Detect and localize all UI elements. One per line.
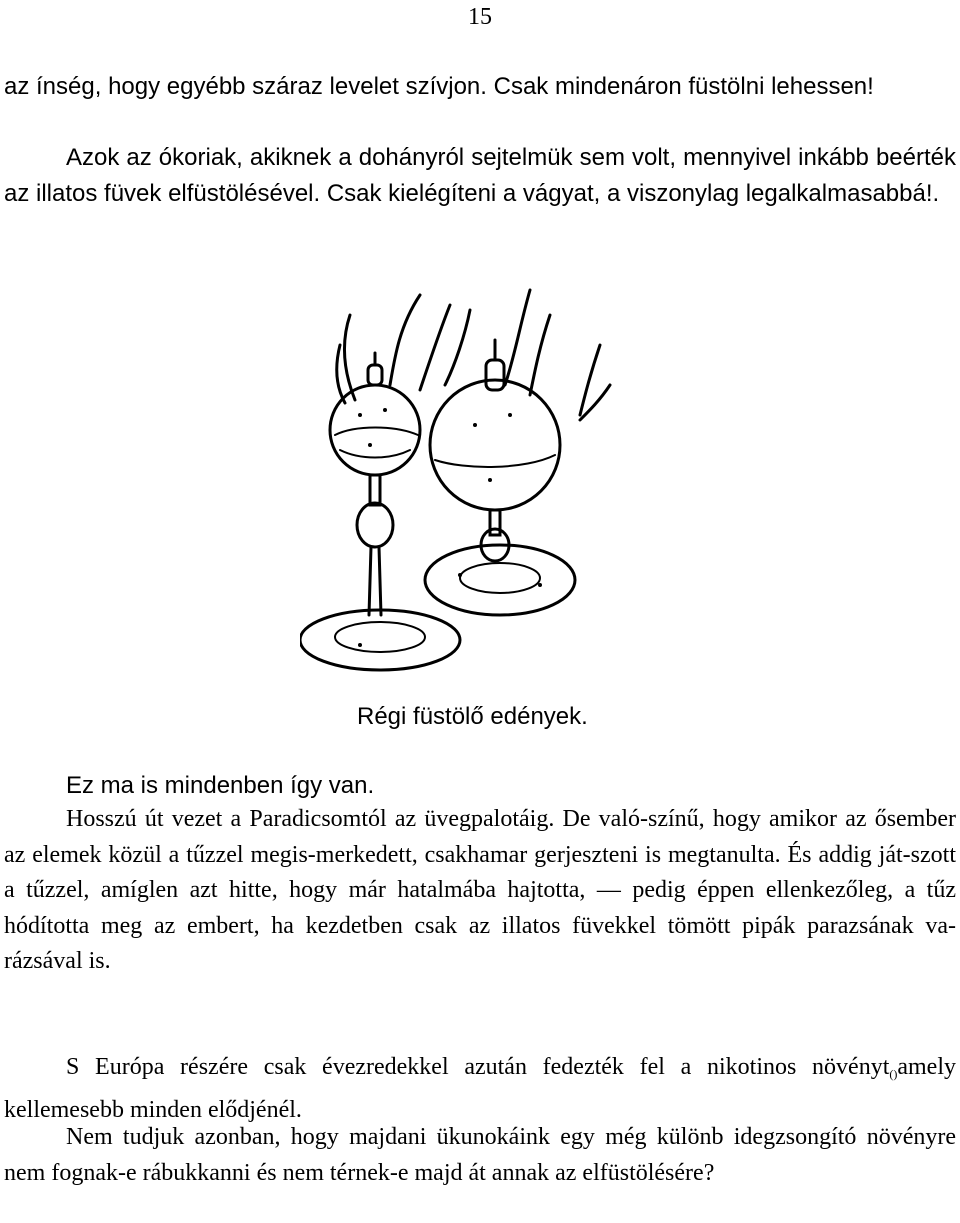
paragraph-5-tail: amely kellemesebb minden elődjénél. <box>4 1054 956 1123</box>
paragraph-5-lead: S Európa részére csak évezredekkel azután fedezték fel a nikotinos növényt <box>66 1054 890 1080</box>
paragraph-intro-1: az ínség, hogy egyébb száraz levelet szívjon. Csak mindenáron füstölni lehessen! <box>4 73 874 100</box>
paragraph-intro-2: Azok az ókoriak, akiknek a dohányról sejtelmük sem volt, mennyivel inkább beérték az illatos füvek elfüstölésével. Csak kielégíteni a vágyat, a viszonylag legalkalmasabbá!. <box>4 144 956 207</box>
incense-vessels-illustration <box>300 285 620 695</box>
figure-caption: Régi füstölő edények. <box>357 703 588 730</box>
page-number: 15 <box>468 4 492 30</box>
paragraph-3: Ez ma is mindenben így van. <box>66 772 375 799</box>
paragraph-5 <box>4 1050 956 1128</box>
paragraph-5-mark: () <box>889 1067 898 1081</box>
paragraph-4: Hosszú út vezet a Paradicsomtól az üvegpalotáig. De való-színű, hogy amikor az ősember az elemek közül a tűzzel megis-merkedett, csakhamar gerjeszteni is megtanulta. És addig ját-szott a tűzzel, amíglen azt hitte, hogy már hatalmába hajtotta, — pedig éppen ellenkezőleg, a tűz hódította meg az embert, ha kezdetben csak az illatos füvekkel tömött pipák parazsának va-rázsával is. <box>4 806 956 974</box>
paragraph-6: Nem tudjuk azonban, hogy majdani ükunokáink egy még különb idegzsongító növényre nem fognak-e rábukkanni és nem térnek-e majd át annak az elfüstölésére? <box>4 1124 956 1186</box>
